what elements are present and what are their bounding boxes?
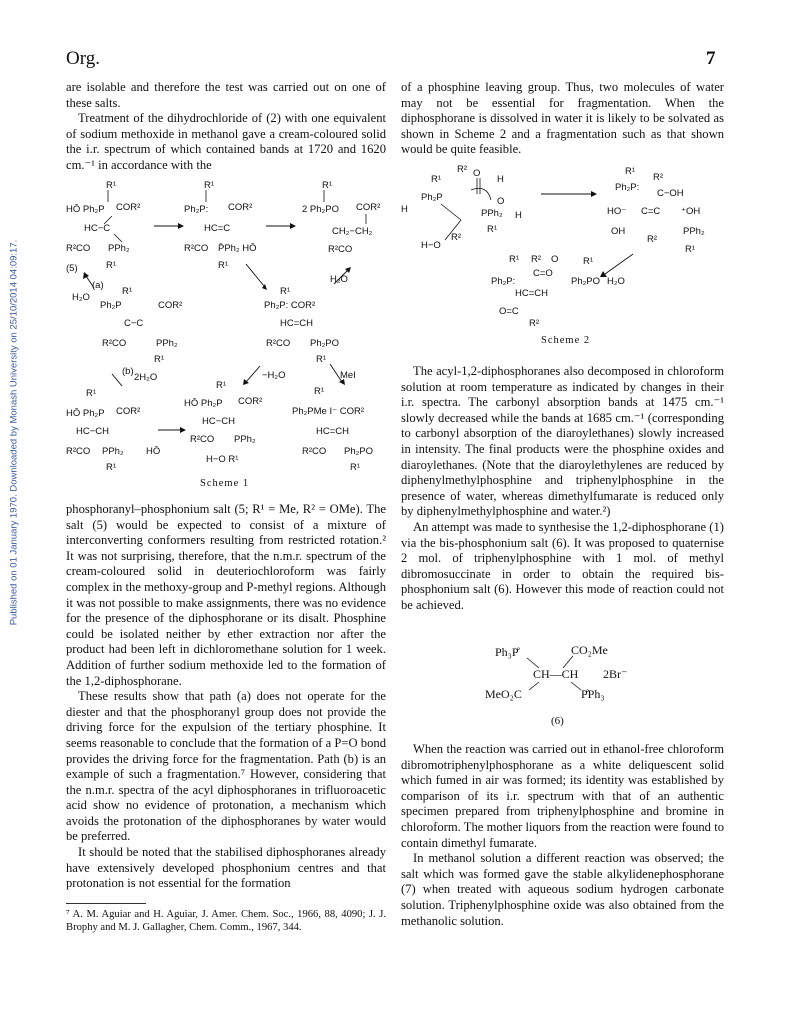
chem-label: HŌ — [146, 446, 161, 457]
chem-label: CO₂Me — [571, 643, 608, 657]
chem-label: R²CO — [190, 434, 215, 445]
chem-label: O — [497, 196, 505, 207]
scheme-1-diagram — [66, 176, 386, 476]
chem-label: COR² — [228, 202, 253, 213]
chem-label: P̄Ph₂ HŌ — [218, 243, 257, 254]
chem-label: HC=CH — [280, 318, 313, 329]
chem-label: −H₂O — [262, 370, 286, 381]
compound-label: (6) — [551, 715, 564, 727]
chem-label: R¹ — [316, 354, 327, 365]
chem-label: H₂O — [72, 292, 90, 303]
chem-label: P̊Ph₃ — [581, 687, 605, 701]
chem-label: HC=C — [204, 223, 231, 234]
compound-6-structure — [485, 640, 645, 730]
chem-label: Ph₂P: — [184, 204, 209, 215]
chem-label: HŌ Ph₂P — [184, 398, 223, 409]
paragraph: When the reaction was carried out in ethanol-free chloroform dibromotriphenylphosphorane as a white deliquescent solid which fumed in air was formed; its identity was established by comparison of its i.r. spectrum with that of an authentic specimen prepared from triphenylphosphine and bromine in chloroform. The mother liquors from the reaction were found to contain dimethyl fumarate. — [401, 742, 724, 850]
chem-label: Ph₂PO — [571, 276, 601, 287]
chem-label: HŌ Ph₂P — [66, 204, 105, 215]
chem-label: CH₂−CH₂ — [332, 226, 373, 237]
journal-header: Org. — [66, 48, 100, 69]
chem-label: PPh₂ — [481, 208, 503, 219]
chem-label: R²CO — [328, 244, 353, 255]
chem-label: R²CO — [102, 338, 127, 349]
chem-label: Ph₂P: COR² — [264, 300, 316, 311]
chem-label: R¹ — [216, 380, 227, 391]
chem-label: Ph₂PO — [310, 338, 340, 349]
chem-label: PPh₂ — [234, 434, 256, 445]
chem-label: PPh₂ — [102, 446, 124, 457]
chem-label: R¹ — [322, 180, 333, 191]
chem-label: R² — [451, 232, 462, 243]
chem-label: R¹ — [431, 174, 442, 185]
paragraph: In methanol solution a different reaction was observed; the salt which was formed gave the stable alkylidenephosphorane (7) when treated with aqueous sodium hydrogen carbonate solution. Triphenylphosphine oxide was also obtained from the methanolic solution. — [401, 851, 724, 928]
chem-label: R²CO — [66, 446, 91, 457]
chem-label: R¹ — [625, 166, 636, 177]
chem-label: R¹ — [106, 462, 117, 473]
chem-label: HC−CH — [76, 426, 109, 437]
chem-label: Ph₂P — [421, 192, 443, 203]
chem-label: H₂O — [330, 274, 348, 285]
path-b-label: (b) — [122, 366, 134, 377]
chem-label: R¹ — [509, 254, 520, 265]
path-a-label: (a) — [92, 280, 104, 291]
paragraph: phosphoranyl–phosphonium salt (5; R¹ = Me, R² = OMe). The salt (5) would be expected to consist of a mixture of interconverting conformers resulting from restricted rotation.² It was not surprising, therefore, that the n.m.r. spectrum of the cream-coloured solid in deuteriochloroform was fairly complex in the methoxy-group and P-methyl regions. Although it was not possible to make assignments, there was no evidence for the presence of the diphosphorane or its disalt. Phosphine could be isolated neither by ether extraction nor after the product had been left in dichloromethane solution for 1 week. Addition of further sodium methoxide led to the formation of the 1,2-diphosphorane. — [66, 502, 386, 688]
chem-label: C−OH — [657, 188, 684, 199]
chem-label: R²CO — [184, 243, 209, 254]
chem-label: CH—CH — [533, 667, 579, 681]
paragraph: An attempt was made to synthesise the 1,2-diphosphorane (1) via the bis-phosphonium salt (6). It was proposed to quaternise 2 mol. of triphenylphosphine with 1 mol. of methyl dibromosuccinate in order to obtain the required bis-phosphonium salt (6). However this mode of reaction could not be achieved. — [401, 519, 724, 612]
chem-label: R²CO — [66, 243, 91, 254]
chem-label: O — [473, 168, 481, 179]
chem-label: O — [551, 254, 559, 265]
chem-label: R¹ — [487, 224, 498, 235]
chem-label: R² — [457, 164, 468, 175]
watermark-text: Published on 01 January 1970. Downloaded by Monash University on 25/10/2014 04:09:17. — [8, 239, 20, 626]
right-column-bottom — [401, 742, 724, 929]
paragraph: of a phosphine leaving group. Thus, two molecules of water may not be essential for fragmentation. When the diphosphorane is dissolved in water it is likely to be solvated as shown in Scheme 2 and a fragmentation such as that shown would be quite feasible. — [401, 80, 724, 157]
chem-label: COR² — [116, 406, 141, 417]
chem-label: H — [401, 204, 408, 215]
chem-label: Ph₂P: — [491, 276, 516, 287]
chem-label: (5) — [66, 263, 78, 274]
chem-label: OH — [611, 226, 626, 237]
chem-label: R¹ — [122, 286, 133, 297]
chem-label: Ph₂P: — [615, 182, 640, 193]
chem-label: R¹ — [218, 260, 229, 271]
chem-label: 2 Ph₂PO — [302, 204, 339, 215]
footnote-rule — [66, 903, 146, 904]
chem-label: R¹ — [204, 180, 215, 191]
chem-label: O=C — [499, 306, 519, 317]
chem-label: 2H₂O — [134, 372, 158, 383]
chem-label: Ph₃P̊ — [495, 645, 519, 659]
chem-label: ⁺OH — [681, 206, 701, 217]
chem-label: HC−C — [84, 223, 111, 234]
chem-label: R¹ — [106, 260, 117, 271]
chem-label: R¹ — [86, 388, 97, 399]
right-column-top — [401, 80, 724, 158]
chem-label: H−O — [421, 240, 441, 251]
chem-label: MeI — [340, 370, 356, 381]
chem-label: R¹ — [583, 256, 594, 267]
paragraph: The acyl-1,2-diphosphoranes also decomposed in chloroform solution at room temperature as indicated by changes in their i.r. spectra. The carbonyl absorption bands at 1475 cm.⁻¹ slowly decreased while the bands at 1685 cm.⁻¹ (corresponding to carbonyl absorption of the diaroylethanes) slowly increased in intensity. The final products were the phosphine oxides and diaroylethanes. (Note that the diaroylethylenes are reduced by diphenylmethylphosphine and triphenylphosphine in the presence of water, whereas dimethylfumarate is reduced only by diphenylmethylphosphine and water.²) — [401, 364, 724, 519]
chem-label: H — [515, 210, 522, 221]
chem-label: C=C — [641, 206, 661, 217]
left-column-bottom — [66, 502, 386, 892]
chem-label: R¹ — [314, 386, 325, 397]
chem-label: PPh₂ — [156, 338, 178, 349]
paragraph: It should be noted that the stabilised diphosphoranes already have extensively developed phosphonium centres and that protonation is not essential for the formation — [66, 845, 386, 891]
chem-label: 2Br⁻ — [603, 667, 628, 681]
paragraph: are isolable and therefore the test was carried out on one of these salts. — [66, 80, 386, 110]
chem-label: R² — [531, 254, 542, 265]
chem-label: COR² — [158, 300, 183, 311]
chem-label: HŌ Ph₂P — [66, 408, 105, 419]
download-watermark — [6, 235, 22, 635]
chem-label: PPh₂ — [108, 243, 130, 254]
chem-label: COR² — [116, 202, 141, 213]
chem-label: H−O R¹ — [206, 454, 239, 465]
chem-label: Ph₂PO — [344, 446, 374, 457]
scheme-1-caption: Scheme 1 — [200, 478, 250, 489]
chem-label: R¹ — [280, 286, 291, 297]
chem-label: MeO₂C — [485, 687, 522, 701]
chem-label: R²CO — [266, 338, 291, 349]
chem-label: HC−CH — [202, 416, 235, 427]
chem-label: R² — [647, 234, 658, 245]
chem-label: R¹ — [685, 244, 696, 255]
chem-label: R² — [653, 172, 664, 183]
chem-label: Ph₂PMe I⁻ COR² — [292, 406, 365, 417]
chem-label: COR² — [356, 202, 381, 213]
chem-label: R¹ — [350, 462, 361, 473]
left-column-top — [66, 80, 386, 174]
chem-label: R² — [529, 318, 540, 329]
page-number: 7 — [706, 48, 716, 69]
right-column-middle — [401, 364, 724, 614]
paragraph: These results show that path (a) does not operate for the diester and that the phosphoranyl group does not provide the driving force for the expulsion of the tertiary phosphine. It seems reasonable to conclude that the formation of a P=O bond provides the driving force for the fragmentation. Path (b) is an example of such a fragmentation.⁷ However, considering that the n.m.r. spectra of the acyl diphosphoranes in trifluoroacetic acid show no evidence of protonation, a mechanism which avoids the protonation of the diphosphoranes by water would be preferred. — [66, 689, 386, 844]
chem-label: Ph₂P — [100, 300, 122, 311]
chem-label: H₂O — [607, 276, 625, 287]
chem-label: H — [497, 174, 504, 185]
chem-label: C=O — [533, 268, 553, 279]
chem-label: R¹ — [106, 180, 117, 191]
chem-label: HC=CH — [316, 426, 349, 437]
scheme-2-diagram — [401, 160, 724, 330]
chem-label: PPh₂ — [683, 226, 705, 237]
footnote: ⁷ A. M. Aguiar and H. Aguiar, J. Amer. Chem. Soc., 1966, 88, 4090; J. J. Brophy and M. J. Gallagher, Chem. Comm., 1967, 344. — [66, 909, 386, 933]
chem-label: R²CO — [302, 446, 327, 457]
chem-label: C−C — [124, 318, 144, 329]
chem-label: R¹ — [154, 354, 165, 365]
scheme-2-caption: Scheme 2 — [541, 335, 591, 346]
chem-label: COR² — [238, 396, 263, 407]
chem-label: HO⁻ — [607, 206, 627, 217]
paragraph: Treatment of the dihydrochloride of (2) with one equivalent of sodium methoxide in methanol gave a cream-coloured solid the i.r. spectrum of which contained bands at 1720 and 1620 cm.⁻¹ in accordance with the — [66, 111, 386, 172]
chem-label: HC=CH — [515, 288, 548, 299]
